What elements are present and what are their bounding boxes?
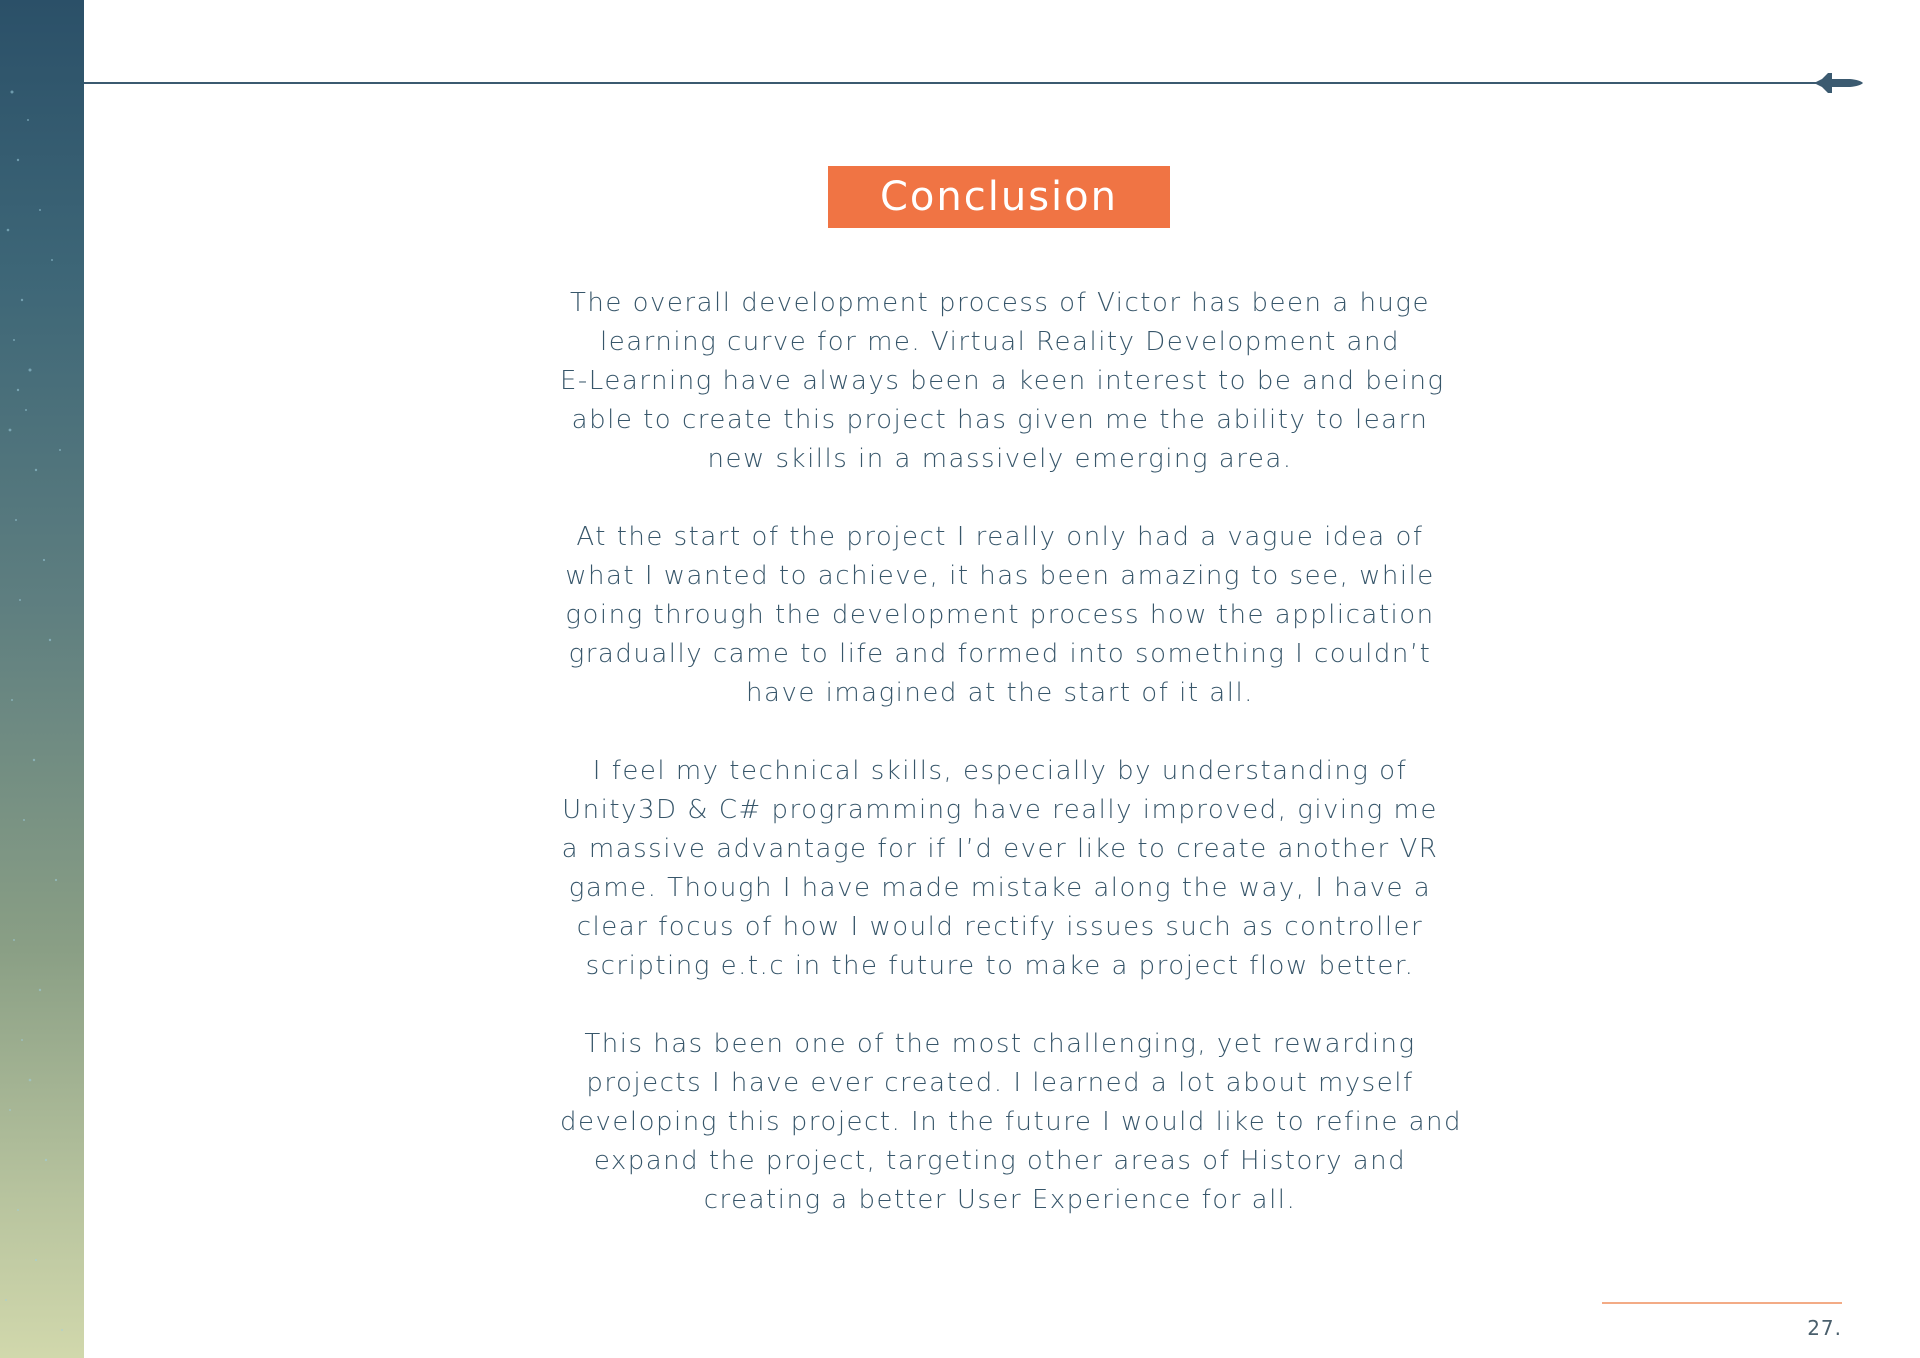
paragraph-line: new skills in a massively emerging area. [707, 444, 1293, 474]
top-rule [84, 82, 1824, 84]
paragraph-line: expand the project, targeting other areas of History and [593, 1146, 1407, 1176]
side-decoration-strip [0, 0, 84, 1358]
paragraph-line: This has been one of the most challenging, yet rewarding [584, 1029, 1416, 1059]
paragraph-line: game. Though I have made mistake along the way, I have a [568, 873, 1432, 903]
starfield-decoration [0, 0, 84, 1358]
footer-rule [1602, 1302, 1842, 1304]
paragraph-2 [560, 518, 1440, 713]
paragraph-3 [560, 752, 1440, 986]
paragraph-line: developing this project. In the future I would like to refine and [560, 1107, 1463, 1137]
paragraph-line: E-Learning have always been a keen interest to be and being [560, 366, 1445, 396]
paragraph-line: going through the development process how the application [565, 600, 1435, 630]
paragraph-line: creating a better User Experience for all. [703, 1185, 1297, 1215]
paragraph-4 [560, 1025, 1463, 1220]
paragraph-line: have imagined at the start of it all. [746, 678, 1254, 708]
paragraph-line: Unity3D & C# programming have really improved, giving me [562, 795, 1438, 825]
paragraph-line: learning curve for me. Virtual Reality Development and [600, 327, 1400, 357]
paragraph-line: I feel my technical skills, especially by understanding of [592, 756, 1408, 786]
paragraph-line: what I wanted to achieve, it has been amazing to see, while [565, 561, 1435, 591]
rocket-icon [1812, 70, 1864, 96]
page-title: Conclusion [828, 166, 1170, 228]
paragraph-line: clear focus of how I would rectify issues such as controller [576, 912, 1424, 942]
paragraph-1 [560, 284, 1445, 479]
paragraph-line: gradually came to life and formed into something I couldn’t [568, 639, 1432, 669]
paragraph-line: projects I have ever created. I learned a lot about myself [586, 1068, 1414, 1098]
paragraph-line: At the start of the project I really only had a vague idea of [576, 522, 1424, 552]
paragraph-line: able to create this project has given me the ability to learn [571, 405, 1429, 435]
paragraph-line: The overall development process of Victor has been a huge [569, 288, 1431, 318]
conclusion-body [560, 284, 1463, 1259]
page-number: 27. [1807, 1316, 1842, 1340]
paragraph-line: a massive advantage for if I’d ever like to create another VR [561, 834, 1439, 864]
paragraph-line: scripting e.t.c in the future to make a project flow better. [585, 951, 1415, 981]
